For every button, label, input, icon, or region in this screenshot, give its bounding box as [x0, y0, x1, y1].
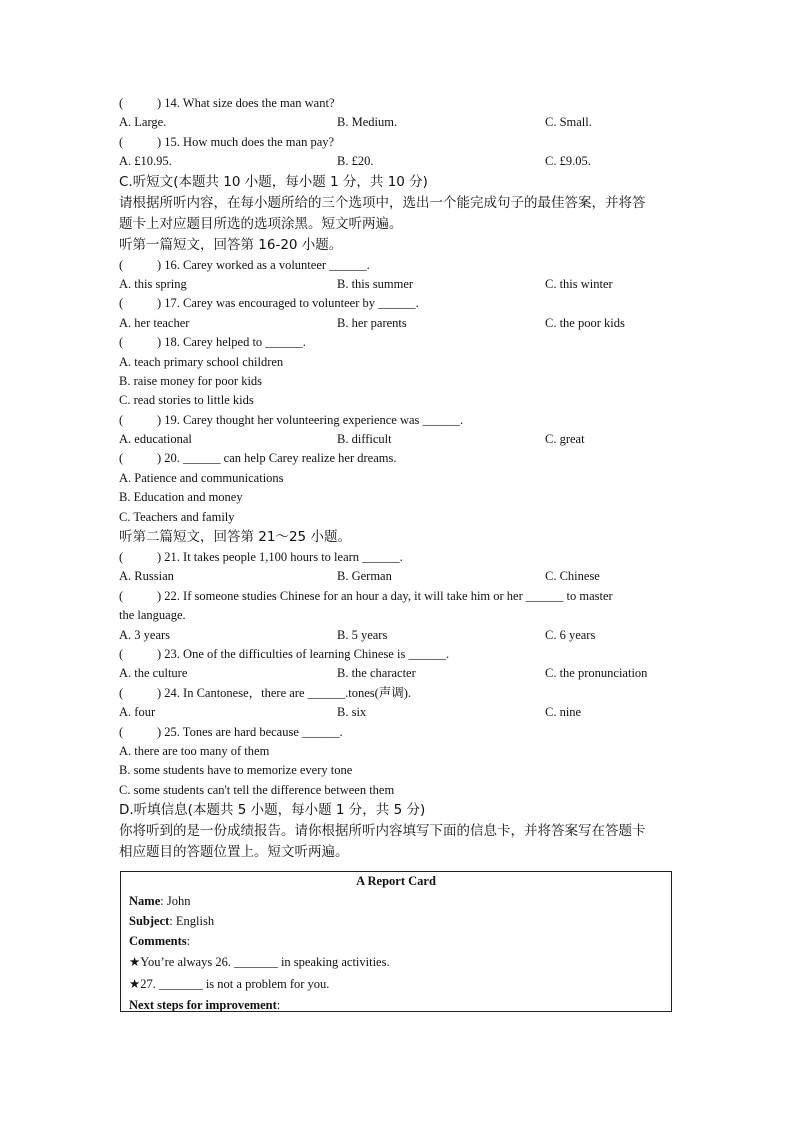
question-stem: ) 17. Carey was encouraged to volunteer by ______. [157, 296, 419, 311]
option-c: C. read stories to little kids [119, 393, 254, 408]
question-stem: ) 14. What size does the man want? [157, 96, 335, 110]
option-b: B. German [337, 569, 392, 584]
option-a: A. £10.95. [119, 154, 172, 169]
option-a: A. Large. [119, 115, 167, 130]
next-steps-label: Next steps for improvement [129, 998, 277, 1012]
question-stem: ) 25. Tones are hard because ______. [157, 724, 343, 739]
options-22 [119, 626, 675, 645]
option-b: B. some students have to memorize every tone [119, 763, 353, 778]
option-a: A. four [119, 705, 156, 720]
options-23 [119, 664, 675, 683]
option-b: B. 5 years [337, 627, 388, 642]
name-row [129, 891, 663, 911]
name-value: : John [160, 894, 191, 908]
comments-row [129, 931, 663, 951]
option-c: C. this winter [545, 276, 613, 291]
question-20: ( ) 20. ______ can help Carey realize her dreams. [119, 451, 397, 466]
options-24 [119, 703, 675, 722]
option-a: A. educational [119, 432, 192, 447]
options-21 [119, 567, 675, 586]
question-stem: ) 15. How much does the man pay? [157, 134, 335, 149]
option-c: C. Chinese [545, 569, 600, 584]
question-14: ( ) 14. What size does the man want? [119, 96, 335, 110]
option-c: C. great [545, 432, 585, 447]
question-stem: ) 20. ______ can help Carey realize her dreams. [157, 451, 397, 466]
question-19: ( ) 19. Carey thought her volunteering experience was ______. [119, 412, 464, 427]
exam-page [119, 94, 675, 863]
options-15 [119, 152, 675, 171]
option-b: B. £20. [337, 154, 374, 169]
question-15: ( ) 15. How much does the man pay? [119, 134, 335, 149]
option-a: A. there are too many of them [119, 743, 270, 758]
question-16: ( ) 16. Carey worked as a volunteer ______. [119, 257, 370, 272]
question-18: ( ) 18. Carey helped to ______. [119, 335, 306, 350]
passage-2-heading: 听第二篇短文，回答第 21～25 小题。 [119, 529, 351, 546]
name-label: Name [129, 894, 161, 908]
question-stem: ) 18. Carey helped to ______. [157, 335, 306, 350]
subject-label: Subject [129, 914, 170, 928]
question-stem-cont: the language. [119, 608, 186, 623]
question-21: ( ) 21. It takes people 1,100 hours to learn ______. [119, 550, 403, 565]
option-c: C. the pronunciation [545, 666, 648, 681]
option-b: B. difficult [337, 432, 392, 447]
option-c: C. nine [545, 705, 582, 720]
item-27: ★27. _______ is not a problem for you. [129, 977, 330, 991]
section-c-instruction-cont: 题卡上对应题目所选的选项涂黑。短文听两遍。 [119, 215, 403, 232]
section-c-instruction: 请根据所听内容，在每小题所给的三个选项中，选出一个能完成句子的最佳答案，并将答 [119, 194, 646, 211]
option-a: A. this spring [119, 276, 187, 291]
next-steps-colon: : [276, 998, 281, 1012]
section-d-instruction: 你将听到的是一份成绩报告。请你根据所听内容填写下面的信息卡，并将答案写在答题卡 [119, 823, 646, 840]
question-stem: ) 24. In Cantonese，there are ______.tones(声调). [157, 685, 412, 700]
option-b: B. Medium. [337, 115, 398, 130]
options-14 [119, 113, 675, 132]
subject-value: : English [169, 914, 215, 928]
option-b: B. the character [337, 666, 416, 681]
subject-row [129, 911, 663, 931]
question-stem: ) 21. It takes people 1,100 hours to learn ______. [157, 550, 403, 565]
option-a: A. the culture [119, 666, 188, 681]
report-card-title: A Report Card [356, 874, 436, 888]
options-19 [119, 430, 675, 449]
option-c: C. Small. [545, 115, 592, 130]
option-c: C. £9.05. [545, 154, 591, 169]
next-steps-row [129, 995, 663, 1015]
question-stem: ) 16. Carey worked as a volunteer ______. [157, 257, 370, 272]
passage-1-heading: 听第一篇短文，回答第 16-20 小题。 [119, 236, 343, 253]
question-17: ( ) 17. Carey was encouraged to volunteer by ______. [119, 296, 419, 311]
option-a: A. teach primary school children [119, 354, 284, 369]
options-16 [119, 275, 675, 294]
question-23: ( ) 23. One of the difficulties of learning Chinese is ______. [119, 646, 450, 661]
question-stem: ) 23. One of the difficulties of learning Chinese is ______. [157, 646, 450, 661]
option-c: C. the poor kids [545, 315, 625, 330]
question-25: ( ) 25. Tones are hard because ______. [119, 724, 343, 739]
comments-label: Comments [129, 934, 187, 948]
option-c: C. Teachers and family [119, 509, 235, 524]
option-a: A. Russian [119, 569, 174, 584]
option-b: B. this summer [337, 276, 414, 291]
question-24: ( ) 24. In Cantonese，there are ______.tones(声调). [119, 685, 412, 700]
question-22: ( ) 22. If someone studies Chinese for an hour a day, it will take him or her ______ to master [119, 588, 613, 603]
section-d-title: D.听填信息(本题共 5 小题，每小题 1 分，共 5 分) [119, 802, 426, 819]
report-card [120, 871, 672, 1012]
option-b: B. raise money for poor kids [119, 373, 263, 388]
options-17 [119, 314, 675, 333]
section-c-title: C.听短文(本题共 10 小题，每小题 1 分，共 10 分) [119, 173, 428, 190]
option-a: A. Patience and communications [119, 470, 284, 485]
comments-colon: : [186, 934, 191, 948]
option-c: C. some students can't tell the difference between them [119, 782, 395, 797]
option-b: B. Education and money [119, 490, 243, 505]
question-stem: ) 22. If someone studies Chinese for an hour a day, it will take him or her ______ to master [157, 588, 613, 603]
section-d-instruction-cont: 相应题目的答题位置上。短文听两遍。 [119, 844, 349, 861]
option-a: A. her teacher [119, 315, 190, 330]
option-b: B. her parents [337, 315, 407, 330]
question-stem: ) 19. Carey thought her volunteering experience was ______. [157, 412, 464, 427]
item-26: ★You’re always 26. _______ in speaking activities. [129, 955, 390, 969]
option-a: A. 3 years [119, 627, 171, 642]
option-b: B. six [337, 705, 367, 720]
option-c: C. 6 years [545, 627, 596, 642]
